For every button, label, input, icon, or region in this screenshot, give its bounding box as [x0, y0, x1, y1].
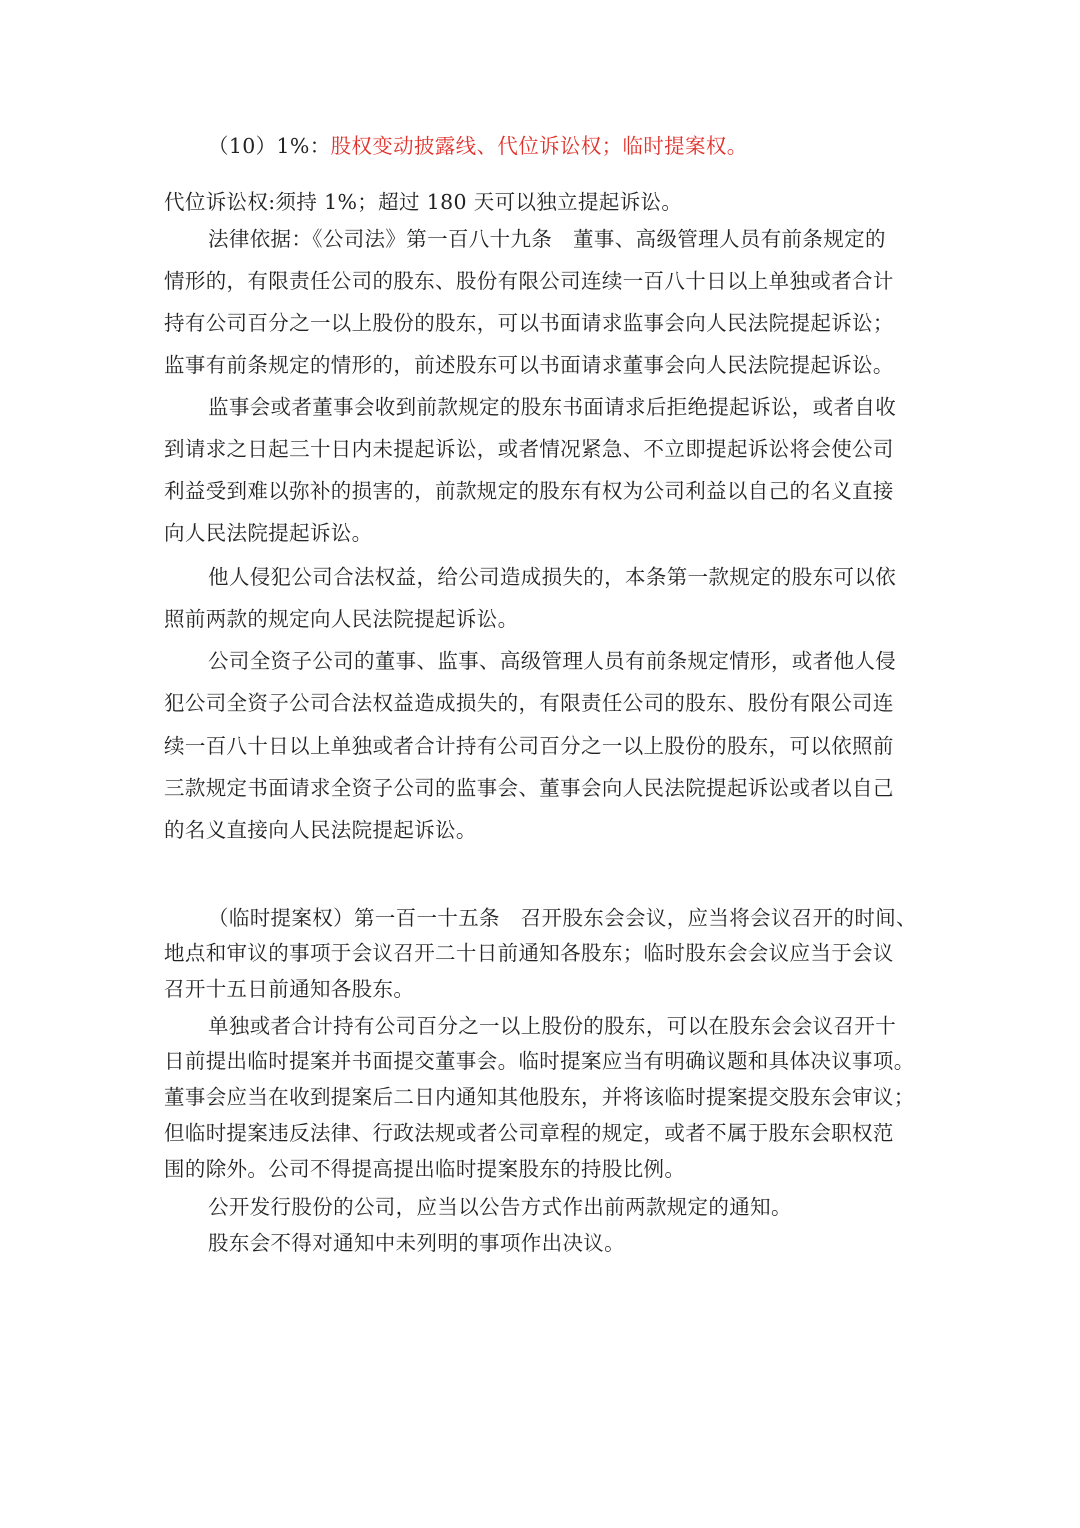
text-line: 他人侵犯公司合法权益，给公司造成损失的，本条第一款规定的股东可以依	[208, 565, 897, 589]
text-line: 但临时提案违反法律、行政法规或者公司章程的规定，或者不属于股东会职权范	[164, 1121, 894, 1145]
text-line: 公开发行股份的公司，应当以公告方式作出前两款规定的通知。	[208, 1195, 792, 1219]
text-line: 召开十五日前通知各股东。	[164, 977, 415, 1001]
text-line: 的名义直接向人民法院提起诉讼。	[164, 818, 477, 842]
text-line: 三款规定书面请求全资子公司的监事会、董事会向人民法院提起诉讼或者以自己	[164, 776, 894, 800]
text-line: 公司全资子公司的董事、监事、高级管理人员有前条规定情形，或者他人侵	[208, 649, 897, 673]
text-line: 持有公司百分之一以上股份的股东，可以书面请求监事会向人民法院提起诉讼；	[164, 311, 894, 335]
text-line: 监事有前条规定的情形的，前述股东可以书面请求董事会向人民法院提起诉讼。	[164, 353, 894, 377]
text-line: 围的除外。公司不得提高提出临时提案股东的持股比例。	[164, 1157, 686, 1181]
text-line: 向人民法院提起诉讼。	[164, 521, 373, 545]
text-line: 情形的，有限责任公司的股东、股份有限公司连续一百八十日以上单独或者合计	[164, 269, 894, 293]
heading-prefix: （10）1%：	[208, 134, 331, 158]
heading-highlight: 股权变动披露线、代位诉讼权；临时提案权。	[330, 134, 748, 158]
text-line: （临时提案权）第一百一十五条 召开股东会会议，应当将会议召开的时间、	[208, 906, 917, 930]
text-line: 续一百八十日以上单独或者合计持有公司百分之一以上股份的股东，可以依照前	[164, 734, 894, 758]
heading-line	[208, 131, 924, 161]
text-line: 监事会或者董事会收到前款规定的股东书面请求后拒绝提起诉讼，或者自收	[208, 395, 897, 419]
text-line: 犯公司全资子公司合法权益造成损失的，有限责任公司的股东、股份有限公司连	[164, 691, 894, 715]
text-line: 照前两款的规定向人民法院提起诉讼。	[164, 607, 519, 631]
text-line: 股东会不得对通知中未列明的事项作出决议。	[208, 1231, 625, 1255]
text-line: 董事会应当在收到提案后二日内通知其他股东，并将该临时提案提交股东会审议；	[164, 1085, 915, 1109]
text-line: 地点和审议的事项于会议召开二十日前通知各股东；临时股东会会议应当于会议	[164, 941, 894, 965]
text-line: 法律依据：《公司法》第一百八十九条 董事、高级管理人员有前条规定的	[208, 227, 886, 251]
text-line: 日前提出临时提案并书面提交董事会。临时提案应当有明确议题和具体决议事项。	[164, 1049, 915, 1073]
text-line: 利益受到难以弥补的损害的，前款规定的股东有权为公司利益以自己的名义直接	[164, 479, 894, 503]
summary-line: 代位诉讼权:须持 1%；超过 180 天可以独立提起诉讼。	[164, 190, 683, 214]
text-line: 到请求之日起三十日内未提起诉讼，或者情况紧急、不立即提起诉讼将会使公司	[164, 437, 894, 461]
text-line: 单独或者合计持有公司百分之一以上股份的股东，可以在股东会会议召开十	[208, 1014, 897, 1038]
